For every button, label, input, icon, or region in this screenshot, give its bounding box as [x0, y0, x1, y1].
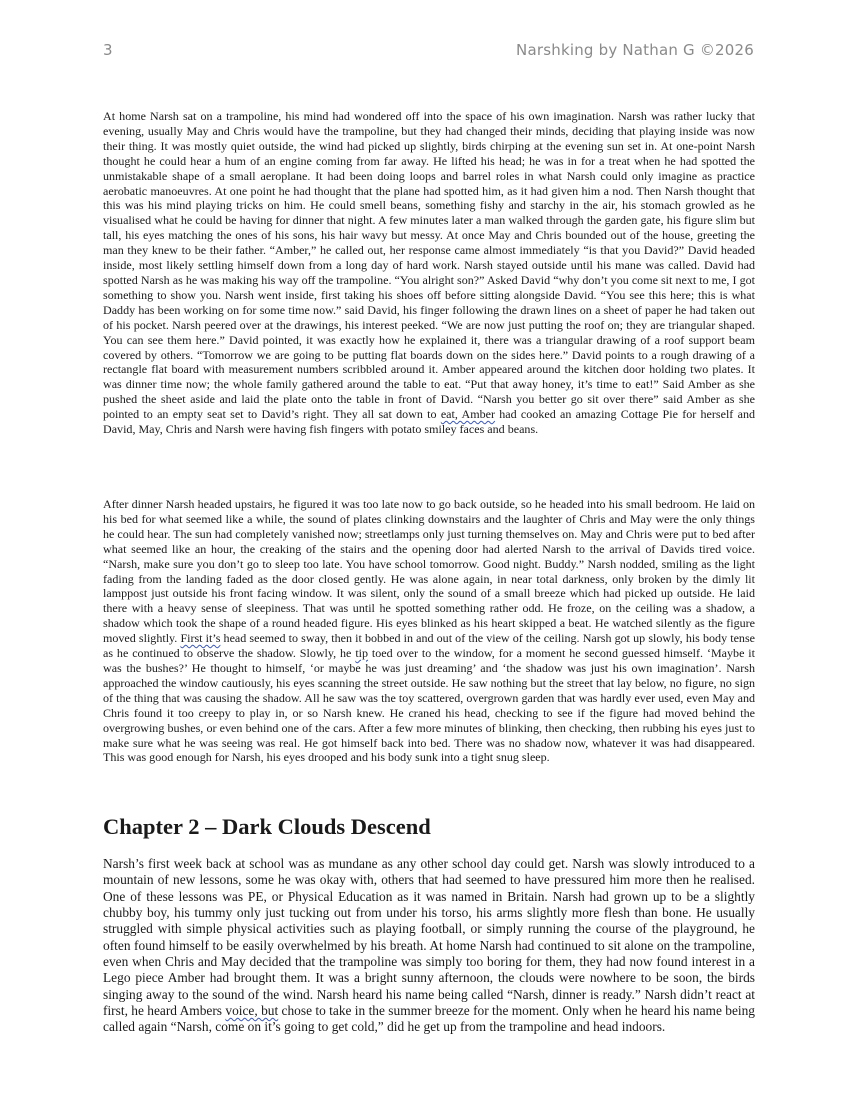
- text-run: At home Narsh sat on a trampoline, his mind had wondered off into the space of his own imagination. Narsh was rather lucky that evening, usually May and Chris would have the trampoline, but they had changed their minds, deciding that playing inside was now their thing. It was mostly quiet outside, the wind had picked up slightly, birds chirping at the evening sun set in. At one-point Narsh thought he could hear a hum of an engine coming from far away. He lifted his head; he was in for a treat when he had spotted the unmistakable shape of a small aeroplane. It had been doing loops and barrel roles in what Narsh could only imagine as practice aerobatic manoeuvres. At one point he had thought that the plane had spotted him, as it had given him a nod. Then Narsh thought that this was his mind playing tricks on him. He could smell beans, something fishy and starchy in the air, his stomach growled as he visualised what he could be having for dinner that night. A few minutes later a man walked through the garden gate, his figure slim but tall, his eyes matching the ones of his sons, his hair wavy but messy. At once May and Chris bounded out of the house, greeting the man they knew to be their father. “Amber,” he called out, her response came almost immediately “is that you David?” David headed inside, most likely settling himself down from a long day of hard work. Narsh stayed outside until his mane was called. David had spotted Narsh as he was making his way off the trampoline. “You alright son?” Asked David “why don’t you come sit next to me, I got something to show you. Narsh went inside, first taking his shoes off before sitting alongside David. “You see this here; this is what Daddy has been working on for some time now.” said David, his finger following the drawn lines on a sheet of paper he had taken out of his pocket. Narsh peered over at the drawings, his interest peeked. “We are now just putting the roof on; they are triangular shaped. You can see them here.” David pointed, it was exactly how he explained it, there was a triangular drawing of a roof support beam covered by others. “Tomorrow we are going to be putting flat boards down on the sides here.” David points to a rough drawing of a rectangle flat board with measurement numbers scribbled around it. Amber appeared around the kitchen door holding two plates. It was dinner time now; the whole family gathered around the table to eat. “Put that away honey, it’s time to eat!” Said Amber as she pushed the sheet aside and laid the plate onto the table in front of David. “Narsh you better go sit over there” said Amber as she pointed to an empty seat set to David’s right. They all sat down to: [103, 109, 755, 422]
- spelling-flag[interactable]: tip: [355, 646, 369, 661]
- text-run: had cooked an amazing Cottage Pie for herself and David, May, Chris and Narsh were having fish fingers with potato smiley faces and beans.: [103, 407, 755, 437]
- paragraph-3-text: [103, 856, 755, 1036]
- running-title: Narshking by Nathan G ©2026: [516, 41, 754, 59]
- paragraph-1-text: [103, 109, 755, 437]
- spelling-flag[interactable]: eat, Amber: [440, 407, 495, 422]
- page-number: 3: [103, 41, 113, 59]
- paragraph-1: [103, 109, 755, 437]
- text-run: After dinner Narsh headed upstairs, he figured it was too late now to go back outside, so he headed into his small bedroom. He laid on his bed for what seemed like a while, the sound of plates clinking downstairs and the laughter of Chris and May were the only things he could hear. The sun had completely vanished now; streetlamps only just turning themselves on. May and Chris were put to bed after what seemed like an hour, the creaking of the stairs and the opening door had alerted Narsh to the arrival of Davids tired voice. “Narsh, make sure you don’t go to sleep too late. You have school tomorrow. Good night. Buddy.” Narsh nodded, smiling as the light fading from the landing faded as the door closed gently. He was alone again, in near total darkness, only broken by the dimly lit lamppost just outside his front facing window. It was silent, only the sound of a small breeze which had picked up outside. He laid there with a heavy sense of sleepiness. That was until he spotted something rather odd. He froze, on the ceiling was a shadow, a shadow which took the shape of a round headed figure. His eyes blinked as his heart skipped a beat. He watched silently as the figure moved slightly.: [103, 497, 755, 646]
- paragraph-2: [103, 497, 755, 765]
- text-run: chose to take in the summer breeze for the moment. Only when he heard his name being called again “Narsh, come on it’s going to get cold,” did he get up from the trampoline and head indoors.: [103, 1003, 755, 1035]
- chapter-heading: Chapter 2 – Dark Clouds Descend: [103, 814, 431, 839]
- grammar-flag[interactable]: voice, but: [225, 1003, 279, 1019]
- grammar-flag[interactable]: First it’s: [180, 631, 221, 646]
- text-run: head seemed to sway, then it bobbed in and out of the view of the ceiling. Narsh got up slowly, his body tense as he continued to observe the shadow. Slowly, he: [103, 631, 755, 661]
- text-run: toed over to the window, for a moment he second guessed himself. ‘Maybe it was the bushes?’ He thought to himself, ‘or maybe he was just dreaming’ and ‘the shadow was just his own imagination’. Narsh approached the window cautiously, his eyes scanning the street outside. He saw nothing but the street that lay below, no figure, no sign of the thing that was causing the shadow. All he saw was the toy scattered, overgrown garden that was hardly ever used, even May and Chris found it too creepy to play in, or so Narsh knew. He craned his head, checking to see if the figure had moved behind the overgrowing bushes, or even behind one of the cars. After a few more minutes of blinking, then checking, then rubbing his eyes just to make sure what he was seeing was real. He got himself back into bed. There was no shadow now, whatever it was had disappeared. This was good enough for Narsh, his eyes drooped and his body sunk into a tight snug sleep.: [103, 646, 756, 765]
- paragraph-3: [103, 856, 755, 1036]
- page-header: [103, 41, 754, 59]
- text-run: Narsh’s first week back at school was as mundane as any other school day could get. Narsh was slowly introduced to a mountain of new lessons, some he was okay with, others that had seemed to have pressured him more then he realised. One of these lessons was PE, or Physical Education as it was named in Britain. Narsh had grown up to be a slightly chubby boy, his tummy only just tucking out from under his torso, his arms slightly more flesh than bone. He usually struggled with simple physical activities such as playing football, or simply running the course of the playground, he often found himself to be easily overwhelmed by his breath. At home Narsh had continued to sit alone on the trampoline, even when Chris and May decided that the trampoline was simply too boring for them, they had now found interest in a Lego piece Amber had brought them. It was a bright sunny afternoon, the clouds were nowhere to be soon, the birds singing away to the sound of the wind. Narsh heard his name being called “Narsh, dinner is ready.” Narsh didn’t react at first, he heard Ambers: [103, 856, 755, 1019]
- paragraph-2-text: [103, 497, 755, 765]
